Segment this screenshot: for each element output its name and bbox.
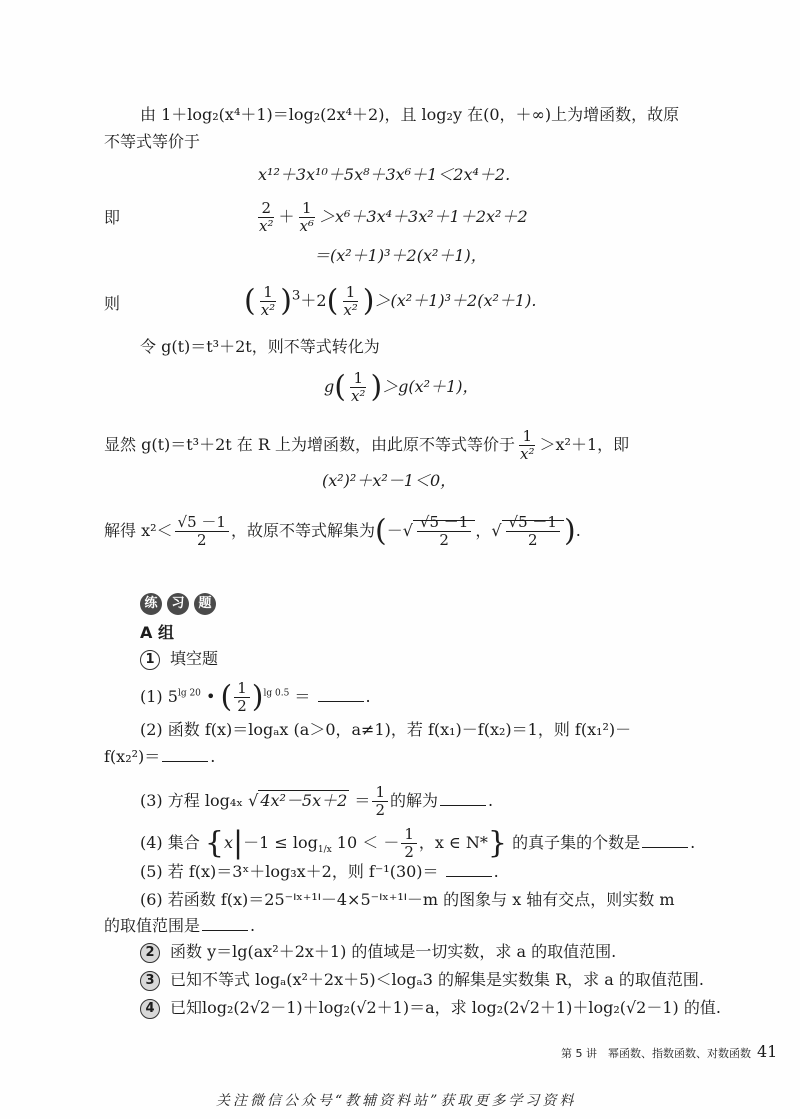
answer-blank[interactable]: [440, 791, 486, 806]
label-ze: 则: [104, 294, 121, 313]
equals: ＝: [354, 791, 371, 810]
equals: ＝: [294, 687, 311, 706]
numerator: 1: [401, 826, 417, 844]
text-segment: 的真子集的个数是: [512, 833, 641, 852]
exponent: lg 20: [177, 688, 201, 699]
question-4: [140, 997, 721, 1019]
numerator: 1: [343, 284, 359, 302]
numerator: 1: [260, 284, 276, 302]
fraction: [297, 200, 317, 235]
numerator: 1: [519, 428, 535, 446]
fraction: [517, 428, 537, 463]
numerator: 1: [350, 370, 366, 388]
fraction: [234, 680, 250, 715]
exponent: lg 0.5: [263, 688, 290, 699]
minus: －: [386, 521, 403, 540]
answer-blank[interactable]: [446, 862, 492, 877]
question-text: 函数 y＝lg(ax²＋2x＋1) 的值域是一切实数，求 a 的取值范围.: [170, 942, 617, 961]
numerator: 1: [299, 200, 315, 218]
equation-3: ＝(x²＋1)³＋2(x²＋1)，: [314, 246, 487, 265]
numerator: 2: [258, 200, 274, 218]
denominator: 2: [404, 843, 414, 861]
denominator: x²: [520, 445, 535, 463]
question-2: [140, 941, 616, 963]
function-g: g: [324, 377, 335, 396]
denominator: x²: [260, 301, 276, 319]
denominator: x²: [350, 387, 366, 405]
equation-4: ( $\frac{1}{\text{x²}}$ )$^3$＋2( $\frac{1}{\text{x²}}$ )＞(x²＋1)³＋2(x²＋1).: [244, 283, 537, 319]
equation-2: $\frac{2}{\text{x²}}$ ＋ $\frac{1}{\text{x⁶}}$ ＞x⁶＋3x⁴＋3x²＋1＋2x²＋2: [254, 200, 528, 235]
question-text: 已知log₂(2√2－1)＋log₂(√2＋1)＝a，求 log₂(2√2＋1)＋log₂(√2－1) 的值.: [170, 998, 721, 1017]
question-3: [140, 969, 704, 991]
chapter-title: 第 5 讲 幂函数、指数函数、对数函数: [561, 1047, 751, 1060]
text-segment: ，x ∈ N*: [418, 833, 488, 852]
text-line-7: 令 g(t)＝t³＋2t，则不等式转化为: [140, 337, 380, 356]
equation-rhs: ＞x⁶＋3x⁴＋3x²＋1＋2x²＋2: [318, 207, 528, 226]
badge-char: 练: [140, 593, 162, 615]
text-line-9: [104, 428, 629, 463]
text-segment: －1 ≤ log: [243, 833, 318, 852]
text-segment: 10 ＜ －: [331, 833, 400, 852]
numerator: √5 －1: [175, 514, 229, 532]
exercise-heading: [140, 591, 221, 615]
fraction: [417, 514, 471, 549]
question-number: 4: [140, 999, 160, 1019]
badge-char: 习: [167, 593, 189, 615]
fraction: [372, 784, 388, 819]
text-line-2: 不等式等价于: [104, 132, 201, 151]
watermark: 关注微信公众号“教辅资料站”获取更多学习资料: [216, 1093, 577, 1109]
fraction: [506, 514, 560, 549]
question-1-title: [140, 648, 218, 670]
problem-6-cont: 的取值范围是 .: [104, 916, 256, 935]
text-segment: (4) 集合: [140, 833, 200, 852]
equation-1: x¹²＋3x¹⁰＋5x⁸＋3x⁶＋1＜2x⁴＋2.: [258, 165, 511, 184]
problem-3: (3) 方程 log₄ₓ √ 4x²－5x＋2 ＝ $\frac{1}{2}$ 的解为 .: [140, 783, 494, 819]
answer-blank[interactable]: [318, 687, 364, 702]
text-segment: 的解为: [389, 791, 438, 810]
problem-2-cont: f(x₂²)＝ .: [104, 747, 216, 766]
answer-blank[interactable]: [202, 916, 248, 931]
text-segment: ＞x²＋1，即: [539, 435, 630, 454]
text-segment: (1) 5: [140, 687, 178, 706]
problem-6: (6) 若函数 f(x)＝25⁻ᑊˣ⁺¹ᑊ－4×5⁻ᑊˣ⁺¹ᑊ－m 的图象与 x 轴有交点，则实数 m: [140, 890, 675, 909]
group-label: A 组: [140, 623, 174, 642]
denominator: 2: [439, 531, 449, 549]
page-number: 41: [757, 1042, 778, 1061]
denominator: x²: [259, 217, 274, 235]
text-segment: ，故原不等式解集为: [230, 521, 375, 540]
numerator: 1: [234, 680, 250, 698]
comma: ，: [475, 521, 492, 540]
fraction: [256, 200, 276, 235]
answer-blank[interactable]: [162, 747, 208, 762]
fraction: [340, 284, 360, 319]
answer-blank[interactable]: [642, 833, 688, 848]
period: .: [575, 521, 581, 540]
equation-rhs: ＞(x²＋1)³＋2(x²＋1).: [374, 291, 537, 310]
numerator: √5 －1: [506, 514, 560, 532]
equation-6: (x²)²＋x²－1＜0，: [322, 471, 457, 490]
equation-5: g( $\frac{1}{\text{x²}}$ )＞g(x²＋1)，: [324, 369, 479, 405]
fraction: [401, 826, 417, 861]
radicand: 4x²－5x＋2: [260, 791, 348, 810]
badge-char: 题: [194, 593, 216, 615]
page-footer: [561, 1042, 777, 1061]
denominator: x²: [343, 301, 358, 319]
denominator: 2: [375, 801, 385, 819]
text-segment: (5) 若 f(x)＝3ˣ＋log₃x＋2，则 f⁻¹(30)＝: [140, 862, 439, 881]
fraction: [348, 370, 368, 405]
text-segment: 显然 g(t)＝t³＋2t 在 R 上为增函数，由此原不等式等价于: [104, 435, 516, 454]
denominator: 2: [527, 531, 538, 549]
log-base: 1/x: [317, 845, 332, 856]
text-line-1: 由 1＋log₂(x⁴＋1)＝log₂(2x⁴＋2)，且 log₂y 在(0，＋∞)上为增函数，故原: [140, 105, 680, 124]
text-segment: 的取值范围是: [104, 916, 201, 935]
problem-1: (1) $5^{lg 20}$ • ( $\frac{1}{2}$ )$^{lg 0.5}$ ＝ .: [140, 679, 371, 715]
question-number: 2: [140, 943, 160, 963]
numerator: √5 －1: [417, 514, 471, 532]
question-title: 填空题: [170, 649, 219, 668]
dot: •: [205, 687, 216, 706]
question-number: 3: [140, 971, 160, 991]
problem-2: (2) 函数 f(x)＝logₐx (a＞0，a≠1)，若 f(x₁)－f(x₂)＝1，则 f(x₁²)－: [140, 720, 632, 739]
text-segment: (3) 方程 log₄ₓ: [140, 791, 244, 810]
denominator: x⁶: [299, 217, 314, 235]
question-number: 1: [140, 650, 160, 670]
label-ji: 即: [104, 208, 121, 227]
numerator: 1: [372, 784, 388, 802]
fraction: [258, 284, 278, 319]
problem-4: (4) 集合 {$x|-1 \le \log_{1/x} 10$ ＜ － $\frac{1}{2}$ ，x ∈ N*} 的真子集的个数是 .: [140, 825, 696, 861]
problem-5: (5) 若 f(x)＝3ˣ＋log₃x＋2，则 f⁻¹(30)＝ .: [140, 862, 499, 881]
text-segment: 解得 x²＜: [104, 521, 173, 540]
question-text: 已知不等式 logₐ(x²＋2x＋5)＜logₐ3 的解集是实数集 R，求 a 的取值范围.: [170, 970, 704, 989]
equation-rhs: ＞g(x²＋1)，: [382, 377, 479, 396]
denominator: 2: [237, 697, 247, 715]
variable: x: [223, 833, 233, 852]
denominator: 2: [196, 531, 207, 549]
fraction: [175, 514, 229, 549]
text-segment: f(x₂²)＝: [104, 747, 161, 766]
solution-line: 解得 x²＜ $\frac{√5 -1}{2}$ ，故原不等式解集为(－√ $\frac{√5 -1}{2}$ ，√ $\frac{√5 -1}{2}$ ).: [104, 513, 581, 549]
